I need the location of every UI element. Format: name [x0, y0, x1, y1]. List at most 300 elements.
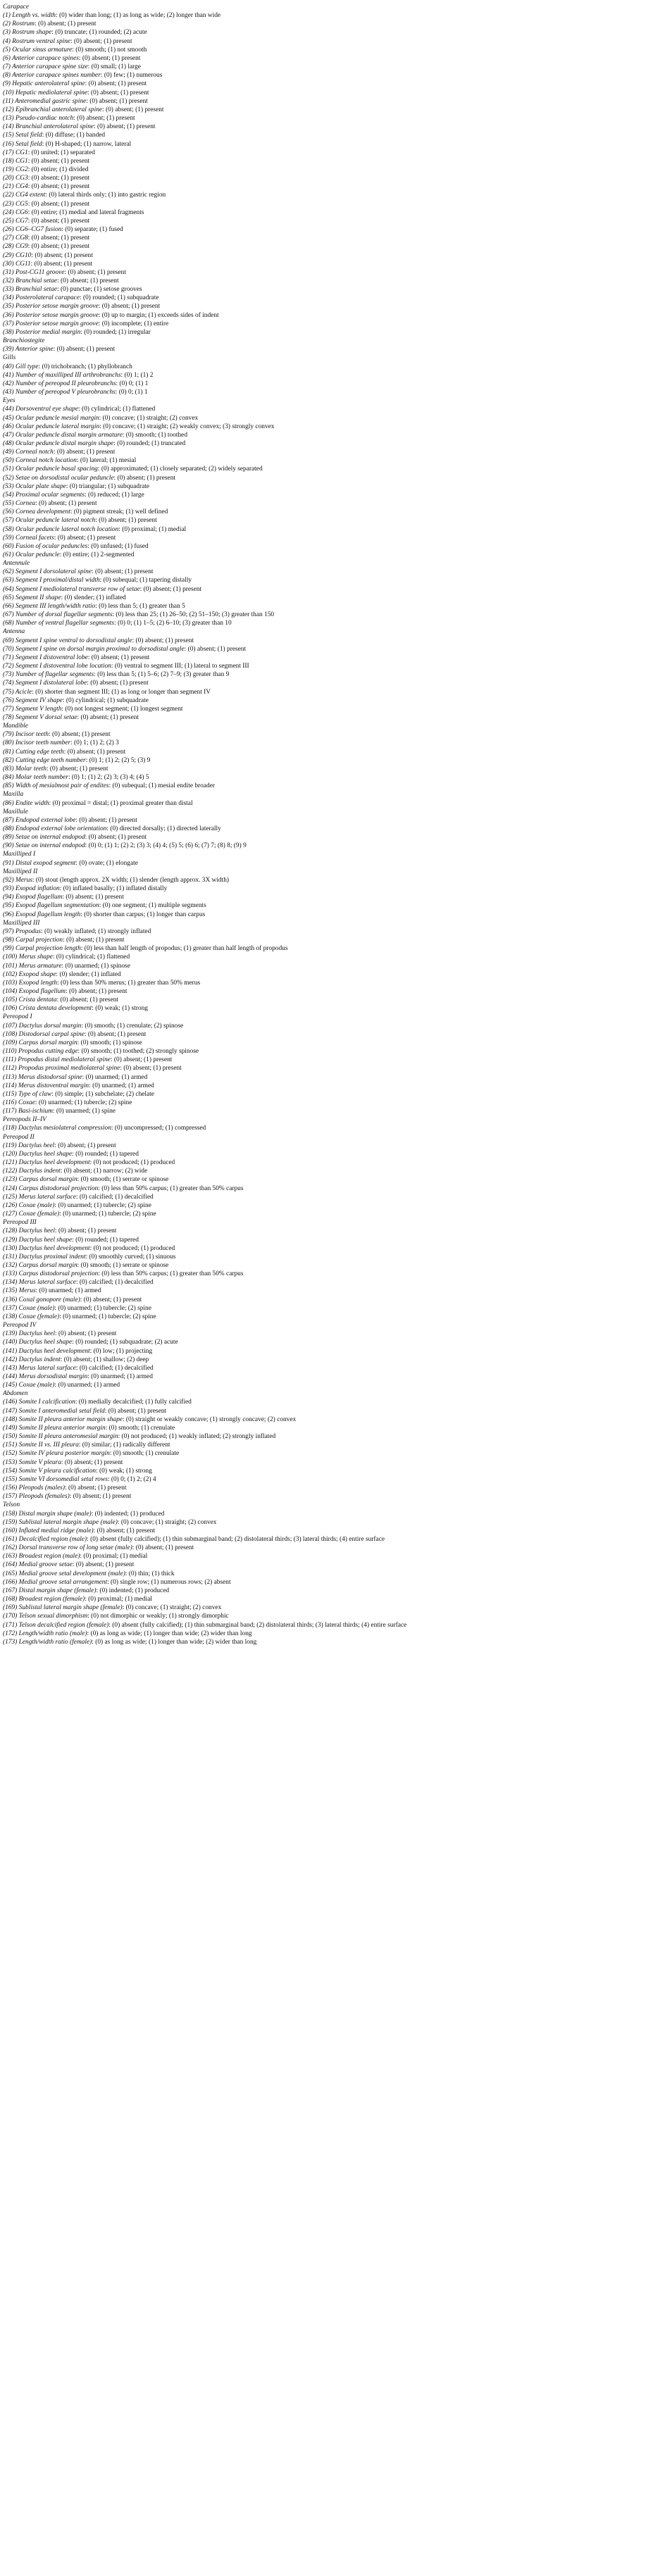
character-entry: [3, 1578, 661, 1587]
character-states: : (0) triangular; (1) subquadrate: [66, 482, 150, 490]
character-label: (171) Telson decalcified region (female): [3, 1621, 109, 1629]
character-states: : (0) absent; (1) present: [73, 115, 135, 123]
character-states: : (0) absent; (1) present: [57, 277, 119, 285]
character-label: (103) Exopod length: [3, 979, 58, 987]
character-label: (91) Distal exopod segment: [3, 859, 76, 867]
character-states: : (0) indented; (1) produced: [96, 1587, 170, 1594]
character-states: : (0) rounded; (1) tapered: [72, 1150, 139, 1158]
character-states: : (0) absent; (1) present: [92, 568, 154, 576]
character-states: : (0) absent; (1) present: [63, 748, 126, 756]
character-entry: [3, 200, 661, 208]
character-entry: [3, 1398, 661, 1406]
character-label: (58) Ocular peduncle lateral notch location: [3, 525, 119, 533]
character-label: (48) Ocular peduncle distal margin shape: [3, 439, 114, 447]
character-list: [3, 3, 661, 1646]
section-heading: Pereopod III: [3, 1219, 37, 1227]
character-states: : (0) absent; (1) present: [70, 37, 132, 45]
character-entry: [3, 525, 661, 534]
character-entry: [3, 474, 661, 482]
character-entry: [3, 1158, 661, 1167]
character-label: (140) Dactylus heel shape: [3, 1339, 73, 1346]
character-label: (163) Broadest region (male): [3, 1553, 80, 1561]
character-entry: [3, 1175, 661, 1184]
character-entry: [3, 833, 661, 842]
character-label: (41) Number of maxilliped III arthrobranchs: [3, 371, 121, 379]
character-states: : (0) absent; (1) present: [85, 834, 147, 842]
character-label: (147) Somite I anteromedial setal field: [3, 1407, 105, 1415]
character-label: (18) CG1: [3, 157, 28, 165]
character-label: (95) Exopod flagellum segmentation: [3, 902, 99, 910]
character-entry: [3, 277, 661, 285]
character-entry: [3, 893, 661, 901]
character-label: (148) Somite II pleura anterior margin shape: [3, 1415, 123, 1423]
character-label: (13) Pseudo-cardiac notch: [3, 115, 74, 123]
character-states: : (0) absent; (1) present: [78, 54, 141, 62]
character-label: (112) Propodus proximal mediolateral spine: [3, 1065, 120, 1073]
character-entry: [3, 1073, 661, 1082]
character-states: : (0) proximal = distal; (1) proximal greater than distal: [49, 799, 193, 807]
character-states: : (0) absent; (1) present: [102, 106, 164, 113]
character-label: (136) Coxal gonopore (male): [3, 1296, 80, 1303]
character-entry: [3, 482, 661, 491]
character-label: (36) Posterior setose margin groove: [3, 311, 99, 319]
character-states: : (0) absent; (1) present: [53, 346, 116, 354]
character-label: (102) Exopod shape: [3, 970, 56, 978]
character-entry: [3, 268, 661, 277]
character-label: (31) Post-CG11 groove: [3, 268, 65, 276]
character-entry: [3, 1210, 661, 1218]
character-label: (67) Number of dorsal flagellar segments: [3, 611, 113, 619]
character-states: : (0) 0; (1) 2; (2) 4: [107, 1475, 156, 1483]
character-entry: [3, 242, 661, 251]
character-states: : (0) entire; (1) medial and lateral fragments: [27, 208, 144, 216]
character-label: (28) CG9: [3, 243, 28, 251]
character-label: (114) Merus distoventral margin: [3, 1082, 89, 1089]
character-states: : (0) simple; (1) subchelate; (2) chelate: [51, 1090, 154, 1098]
character-states: : (0) unarmed; (1) tubercle; (2) spine: [54, 1304, 151, 1312]
character-entry: [3, 1552, 661, 1561]
character-label: (6) Anterior carapace spines: [3, 54, 79, 62]
section-heading: Maxilla: [3, 791, 24, 799]
character-entry: [3, 80, 661, 88]
character-entry: [3, 594, 661, 602]
character-states: : (0) smooth; (1) crenulate: [105, 1424, 175, 1432]
character-entry: [3, 54, 661, 63]
character-entry: [3, 251, 661, 260]
character-states: : (0) rounded; (1) tapered: [72, 1236, 139, 1244]
character-label: (142) Dactylus indent: [3, 1356, 61, 1363]
character-states: : (0) 1; (1) 2: [120, 371, 154, 379]
character-label: (10) Hepatic mediolateral spine: [3, 89, 88, 96]
character-entry: [3, 1544, 661, 1552]
character-entry: [3, 285, 661, 294]
character-entry: [3, 1193, 661, 1201]
character-label: (40) Gill type: [3, 363, 39, 370]
character-states: : (0) calcified; (1) decalcified: [75, 1364, 154, 1372]
character-states: : (0) absent; (1) present: [63, 937, 125, 944]
character-label: (20) CG3: [3, 175, 28, 182]
character-states: : (0) unarmed; (1) tubercle; (2) spine: [35, 1099, 132, 1106]
character-states: : (0) unarmed; (1) armed: [89, 1082, 154, 1089]
character-label: (149) Somite II pleura anterior margin: [3, 1424, 106, 1432]
character-entry: [3, 953, 661, 961]
character-states: : (0) reduced; (1) large: [85, 491, 144, 499]
character-entry: [3, 1638, 661, 1646]
character-entry: [3, 1407, 661, 1415]
character-states: : (0) entire; (1) 2-segmented: [59, 551, 135, 558]
character-label: (134) Merus lateral surface: [3, 1279, 76, 1287]
character-label: (93) Exopod inflation: [3, 885, 60, 893]
character-label: (54) Proximal ocular segments: [3, 491, 85, 499]
character-label: (72) Segment I distoventral lobe location: [3, 663, 111, 670]
character-entry: [3, 1287, 661, 1295]
character-entry: [3, 302, 661, 311]
character-label: (35) Posterior setose margin groove: [3, 303, 99, 311]
character-states: : (0) smooth; (1) serrate or spinose: [77, 1176, 169, 1184]
section-heading: Pereopod I: [3, 1013, 32, 1021]
character-states: : (0) inflated basally; (1) inflated distally: [59, 885, 168, 893]
character-entry: [3, 1364, 661, 1373]
character-entry: [3, 756, 661, 765]
character-states: : (0) absent; (1) present: [86, 97, 148, 105]
character-entry: [3, 551, 661, 559]
character-label: (156) Pleopods (males): [3, 1484, 66, 1492]
character-states: : (0) absent; (1) present: [54, 534, 116, 542]
character-entry: [3, 679, 661, 687]
character-label: (24) CG6: [3, 208, 28, 216]
character-states: : (0) unfused; (1) fused: [87, 542, 149, 550]
character-entry: [3, 1142, 661, 1150]
character-entry: [3, 568, 661, 576]
character-states: : (0) cylindrical; (1) flattened: [78, 406, 156, 413]
character-label: (50) Corneal notch location: [3, 457, 77, 465]
character-entry: [3, 1039, 661, 1047]
character-label: (9) Hepatic anterolateral spine: [3, 80, 85, 88]
character-states: : (0) punctae; (1) setose grooves: [57, 286, 142, 294]
character-label: (144) Merus dorsodistal margin: [3, 1373, 88, 1380]
character-label: (108) Distodorsal carpal spine: [3, 1030, 85, 1038]
character-entry: [3, 670, 661, 679]
character-states: : (0) absent; (1) present: [54, 1142, 116, 1149]
character-states: : (0) not produced; (1) produced: [89, 1159, 175, 1167]
character-label: (141) Dactylus heel development: [3, 1347, 90, 1355]
character-entry: [3, 611, 661, 619]
character-states: : (0) smooth; (1) serrate or spinose: [77, 1261, 169, 1269]
character-states: : (0) absent; (1) present: [80, 1296, 142, 1303]
character-entry: [3, 987, 661, 996]
character-states: : (0) calcified; (1) decalcified: [75, 1193, 154, 1201]
character-states: : (0) ventral to segment III; (1) lateral to segment III: [111, 663, 249, 670]
character-states: : (0) medially decalcified; (1) fully calcified: [75, 1399, 192, 1406]
character-label: (151) Somite II vs. III pleura: [3, 1442, 79, 1449]
character-entry: [3, 1630, 661, 1638]
character-entry: [3, 1415, 661, 1424]
character-entry: [3, 1201, 661, 1210]
character-entry: [3, 662, 661, 670]
character-states: : (0) smooth; (1) toothed: [122, 431, 188, 439]
character-label: (46) Ocular peduncle lateral margin: [3, 423, 100, 430]
character-label: (53) Ocular plate shape: [3, 482, 66, 490]
character-entry: [3, 576, 661, 584]
character-states: : (0) H-shaped; (1) narrow, lateral: [42, 140, 132, 148]
character-states: : (0) weak; (1) strong: [96, 1467, 152, 1475]
character-entry: [3, 1527, 661, 1535]
character-label: (159) Sublistal lateral margin shape (male): [3, 1518, 118, 1526]
character-states: : (0) rounded; (1) truncated: [113, 439, 186, 447]
character-states: : (0) weakly inflated; (1) strongly inflated: [41, 927, 151, 935]
character-label: (166) Medial groove setal arrangement: [3, 1578, 108, 1586]
character-states: : (0) absent; (1) present: [113, 474, 176, 482]
character-label: (55) Cornea: [3, 500, 36, 508]
character-states: : (0) unarmed; (1) armed: [35, 1287, 101, 1295]
character-entry: [3, 1124, 661, 1132]
character-states: : (0) absent; (1) present: [64, 268, 126, 276]
character-entry: [3, 602, 661, 611]
character-entry: [3, 1467, 661, 1475]
character-label: (60) Fusion of ocular peduncles: [3, 542, 88, 550]
character-label: (123) Carpus dorsal margin: [3, 1176, 77, 1184]
character-label: (120) Dactylus heel shape: [3, 1150, 73, 1158]
character-label: (83) Molar teeth: [3, 765, 46, 773]
character-states: : (0) unarmed; (1) armed: [87, 1373, 153, 1380]
character-entry: [3, 962, 661, 970]
character-states: : (0) rounded; (1) subquadrate: [80, 294, 159, 302]
character-entry: [3, 20, 661, 28]
character-entry: [3, 508, 661, 516]
character-states: : (0) unarmed; (1) armed: [82, 1073, 148, 1081]
character-entry: [3, 585, 661, 594]
character-states: : (0) lateral thirds only; (1) into gastric region: [45, 192, 166, 199]
character-states: : (0) pigment streak; (1) well defined: [70, 508, 168, 516]
character-entry: [3, 730, 661, 739]
character-label: (100) Merus shape: [3, 954, 53, 961]
character-states: : (0) absent; (1) present: [104, 1407, 167, 1415]
character-entry: [3, 1244, 661, 1253]
character-label: (80) Incisor teeth number: [3, 739, 71, 747]
character-entry: [3, 1296, 661, 1304]
character-states: : (0) smooth; (1) spinose: [77, 1039, 142, 1046]
character-label: (116) Coxae: [3, 1099, 35, 1106]
character-label: (113) Merus distodorsal spine: [3, 1073, 82, 1081]
character-entry: [3, 773, 661, 782]
character-states: : (0) cylindrical; (1) subquadrate: [62, 696, 149, 704]
character-label: (43) Number of pereopod V pleurobranchs: [3, 389, 116, 396]
character-states: : (0) absent; (1) present: [93, 1527, 156, 1534]
character-states: : (0) less than half length of propodus; (1) greater than half length of propodus: [80, 945, 288, 953]
character-label: (152) Somite IV pleura posterior margin: [3, 1450, 110, 1458]
character-label: (155) Somite VI dorsomedial setal rows: [3, 1475, 108, 1483]
character-entry: [3, 448, 661, 456]
character-entry: [3, 1150, 661, 1158]
character-states: : (0) not produced; (1) weakly inflated; (2) strongly inflated: [118, 1433, 276, 1441]
character-states: : (0) ovate; (1) elongate: [75, 859, 138, 867]
character-label: (81) Cutting edge teeth: [3, 748, 64, 756]
character-label: (38) Posterior medial margin: [3, 328, 81, 336]
character-entry: [3, 1330, 661, 1338]
character-states: : (0) approximated; (1) closely separated; (2) widely separated: [97, 465, 263, 473]
character-entry: [3, 491, 661, 499]
character-label: (161) Decalcified region (male): [3, 1535, 87, 1543]
character-states: : (0) 0; (1) 1–5; (2) 6–10; (3) greater than 10: [114, 620, 232, 627]
character-states: : (0) smooth; (1) crenulate; (2) spinose: [81, 1022, 184, 1030]
character-label: (150) Somite II pleura anteromesial margin: [3, 1433, 118, 1441]
character-states: : (0) smooth; (1) not smooth: [72, 46, 147, 54]
character-states: : (0) unarmed; (1) tubercle; (2) spine: [54, 1201, 151, 1209]
character-entry: [3, 645, 661, 654]
character-label: (57) Ocular peduncle lateral notch: [3, 517, 96, 525]
character-states: : (0) less than 5; (1) 5–6; (2) 7–9; (3) greater than 9: [94, 671, 230, 679]
character-states: : (0) concave; (1) straight; (2) weakly convex; (3) strongly convex: [99, 423, 275, 430]
character-states: : (0) diffuse; (1) banded: [42, 132, 106, 139]
character-label: (34) Posterolateral carapace: [3, 294, 80, 302]
character-entry: [3, 1356, 661, 1364]
character-states: : (0) trichobranch; (1) phyllobranch: [38, 363, 132, 370]
character-label: (15) Setal field: [3, 132, 42, 139]
character-states: : (0) absent; (1) present: [27, 217, 90, 225]
character-entry: [3, 234, 661, 242]
character-entry: [3, 637, 661, 645]
character-states: : (0) not dimorphic or weakly; (1) strongly dimorphic: [87, 1613, 229, 1620]
character-states: : (0) rounded; (1) subquadrate; (2) acute: [72, 1339, 178, 1346]
character-states: : (0) wider than long; (1) as long as wide; (2) longer than wide: [56, 12, 221, 20]
character-entry: [3, 979, 661, 987]
character-states: : (0) absent; (1) present: [98, 303, 161, 311]
character-label: (105) Crista dentata: [3, 996, 57, 1004]
character-entry: [3, 1561, 661, 1569]
character-entry: [3, 388, 661, 396]
character-states: : (0) absent; (1) present: [62, 894, 124, 901]
character-entry: [3, 311, 661, 320]
character-label: (132) Carpus dorsal margin: [3, 1261, 77, 1269]
character-label: (76) Segment IV shape: [3, 696, 63, 704]
character-entry: [3, 320, 661, 328]
character-label: (64) Segment I mediolateral transverse row of setae: [3, 585, 140, 593]
character-states: : (0) absent; (1) present: [53, 449, 116, 456]
character-states: : (0) 0; (1) 1; (2) 2; (3) 3; (4) 4; (5) 5; (6) 6; (7) 7; (8) 8; (9) 9: [85, 842, 247, 850]
character-label: (122) Dactylus indent: [3, 1168, 61, 1175]
character-states: : (0) absent; (1) present: [77, 713, 139, 721]
character-label: (75) Acicle: [3, 688, 32, 696]
character-label: (30) CG11: [3, 260, 31, 268]
character-entry: [3, 191, 661, 199]
character-states: : (0) subequal; (1) tapering distally: [99, 577, 192, 584]
character-entry: [3, 1082, 661, 1090]
character-label: (138) Coxae (female): [3, 1313, 60, 1320]
character-states: : (0) absent; (1) present: [69, 1493, 132, 1501]
character-entry: [3, 165, 661, 174]
character-label: (37) Posterior setose margin groove: [3, 320, 99, 327]
character-states: : (0) absent; (1) present: [54, 1227, 117, 1235]
character-entry: [3, 1612, 661, 1620]
character-entry: [3, 713, 661, 722]
character-label: (5) Ocular sinus armature: [3, 46, 73, 54]
character-label: (65) Segment II shape: [3, 594, 61, 601]
character-label: (172) Length/width ratio (male): [3, 1630, 87, 1637]
character-states: : (0) absent; (1) present: [120, 1065, 182, 1073]
character-states: : (0) proximal; (1) medial: [85, 1596, 153, 1603]
character-states: : (0) up to margin; (1) exceeds sides of indent: [98, 311, 219, 319]
character-entry: [3, 414, 661, 423]
character-states: : (0) shorter than segment III; (1) as long or longer than segment IV: [32, 688, 211, 696]
character-states: : (0) indented; (1) produced: [91, 1510, 165, 1518]
character-states: : (0) rounded; (1) irregular: [80, 328, 151, 336]
character-label: (143) Merus lateral surface: [3, 1364, 76, 1372]
character-label: (97) Propodus: [3, 927, 42, 935]
character-label: (82) Cutting edge teeth number: [3, 756, 86, 764]
character-entry: [3, 1253, 661, 1261]
character-states: : (0) 1; (1) 2; (2) 3; (3) 4; (4) 5: [68, 774, 149, 782]
character-states: : (0) absent; (1) present: [87, 654, 150, 661]
character-states: : (0) small; (1) large: [87, 63, 141, 71]
character-entry: [3, 46, 661, 54]
character-label: (106) Crista dentata development: [3, 1005, 92, 1013]
character-entry: [3, 534, 661, 542]
character-entry: [3, 1278, 661, 1287]
character-label: (88) Endopod external lobe orientation: [3, 825, 107, 832]
character-states: : (0) absent; (1) present: [94, 123, 156, 131]
character-label: (26) CG6–CG7 fusion: [3, 226, 62, 234]
character-entry: [3, 1603, 661, 1612]
character-states: : (0) absent; (1) present: [66, 987, 128, 995]
character-states: : (0) absent; (1) present: [85, 80, 147, 88]
section-heading: Branchiostegite: [3, 337, 45, 345]
character-states: : (0) proximal; (1) medial: [118, 525, 187, 533]
character-states: : (0) absent; (1) present: [27, 243, 90, 251]
character-label: (126) Coxae (male): [3, 1201, 55, 1209]
character-label: (49) Corneal notch: [3, 449, 54, 456]
character-label: (104) Exopod flagellum: [3, 987, 66, 995]
character-label: (33) Branchial setae: [3, 286, 58, 294]
character-label: (169) Sublistal lateral margin shape (female): [3, 1604, 123, 1612]
character-label: (109) Carpus dorsal margin: [3, 1039, 77, 1046]
character-entry: [3, 1570, 661, 1578]
character-label: (29) CG10: [3, 251, 32, 259]
character-entry: [3, 380, 661, 388]
character-states: : (0) absent; (1) present: [61, 1458, 123, 1466]
character-states: : (0) 0; (1) 1: [115, 389, 148, 396]
character-entry: [3, 1236, 661, 1244]
character-entry: [3, 1347, 661, 1356]
character-states: : (0) absent; (1) present: [27, 200, 90, 208]
character-entry: [3, 884, 661, 893]
character-states: : (0) unarmed; (1) armed: [54, 1382, 120, 1389]
character-states: : (0) less than 50% carpus; (1) greater than 50% carpus: [98, 1184, 244, 1192]
character-states: : (0) concave; (1) straight; (2) convex: [122, 1604, 222, 1612]
character-entry: [3, 1304, 661, 1313]
character-states: : (0) calcified; (1) decalcified: [75, 1279, 154, 1287]
character-label: (86) Endite width: [3, 799, 49, 807]
character-states: : (0) less than 50% merus; (1) greater than 50% merus: [57, 979, 201, 987]
character-label: (71) Segment I distoventral lobe: [3, 654, 88, 661]
character-label: (68) Number of ventral flagellar segments: [3, 620, 115, 627]
character-states: : (0) straight or weakly concave; (1) strongly concave; (2) convex: [122, 1415, 297, 1423]
character-states: : (0) absent; (1) present: [72, 1561, 135, 1569]
character-states: : (0) slender; (1) inflated: [61, 594, 126, 601]
character-entry: [3, 294, 661, 302]
character-states: : (0) as long as wide; (1) longer than wide; (2) wider than long: [92, 1638, 257, 1646]
character-entry: [3, 217, 661, 225]
character-label: (74) Segment I distolateral lobe: [3, 680, 87, 687]
character-entry: [3, 1381, 661, 1389]
character-states: : (0) smooth; (1) crenulate: [109, 1450, 180, 1458]
character-entry: [3, 71, 661, 80]
character-entry: [3, 816, 661, 825]
character-label: (158) Distal margin shape (male): [3, 1510, 92, 1518]
section-heading: Maxilliped III: [3, 919, 40, 927]
character-states: : (0) united; (1) separated: [27, 149, 95, 156]
character-states: : (0) concave; (1) straight; (2) convex: [99, 414, 199, 422]
character-states: : (0) unarmed; (1) spinose: [61, 962, 130, 970]
